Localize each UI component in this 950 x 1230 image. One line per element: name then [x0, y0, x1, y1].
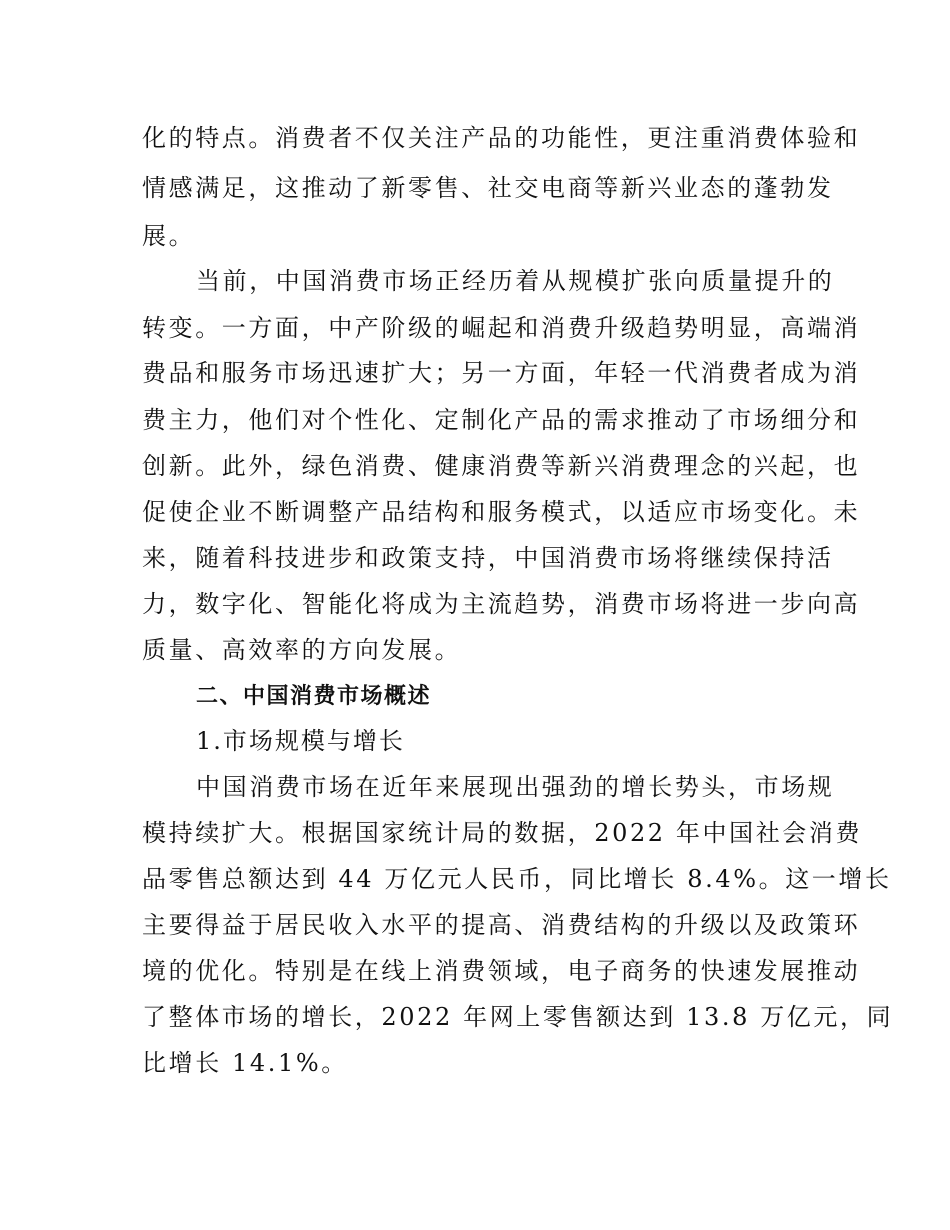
paragraph-line: 费主力，他们对个性化、定制化产品的需求推动了市场细分和 — [142, 406, 861, 434]
paragraph-line: 来，随着科技进步和政策支持，中国消费市场将继续保持活 — [142, 544, 834, 572]
paragraph-line: 化的特点。消费者不仅关注产品的功能性，更注重消费体验和 — [142, 124, 861, 152]
paragraph-line: 情感满足，这推动了新零售、社交电商等新兴业态的蓬勃发 — [142, 174, 834, 202]
paragraph-line: 品零售总额达到 44 万亿元人民币，同比增长 8.4%。这一增长 — [142, 865, 892, 893]
paragraph-line: 比增长 14.1%。 — [142, 1049, 348, 1077]
paragraph-line: 当前，中国消费市场正经历着从规模扩张向质量提升的 — [196, 267, 835, 295]
paragraph-line: 促使企业不断调整产品结构和服务模式，以适应市场变化。未 — [142, 498, 861, 526]
paragraph-line: 创新。此外，绿色消费、健康消费等新兴消费理念的兴起，也 — [142, 452, 861, 480]
paragraph-line: 主要得益于居民收入水平的提高、消费结构的升级以及政策环 — [142, 911, 861, 939]
paragraph-line: 转变。一方面，中产阶级的崛起和消费升级趋势明显，高端消 — [142, 314, 861, 342]
paragraph-line: 模持续扩大。根据国家统计局的数据，2022 年中国社会消费 — [142, 819, 863, 847]
paragraph-line: 费品和服务市场迅速扩大；另一方面，年轻一代消费者成为消 — [142, 359, 861, 387]
paragraph-line: 中国消费市场在近年来展现出强劲的增长势头，市场规 — [196, 773, 835, 801]
subsection-heading: 1.市场规模与增长 — [196, 727, 405, 755]
paragraph-line: 力，数字化、智能化将成为主流趋势，消费市场将进一步向高 — [142, 590, 861, 618]
paragraph-line: 质量、高效率的方向发展。 — [142, 636, 462, 664]
paragraph-line: 了整体市场的增长，2022 年网上零售额达到 13.8 万亿元，同 — [142, 1003, 894, 1031]
paragraph-line: 境的优化。特别是在线上消费领域，电子商务的快速发展推动 — [142, 957, 861, 985]
section-heading: 二、中国消费市场概述 — [196, 684, 432, 709]
paragraph-line: 展。 — [142, 222, 196, 250]
